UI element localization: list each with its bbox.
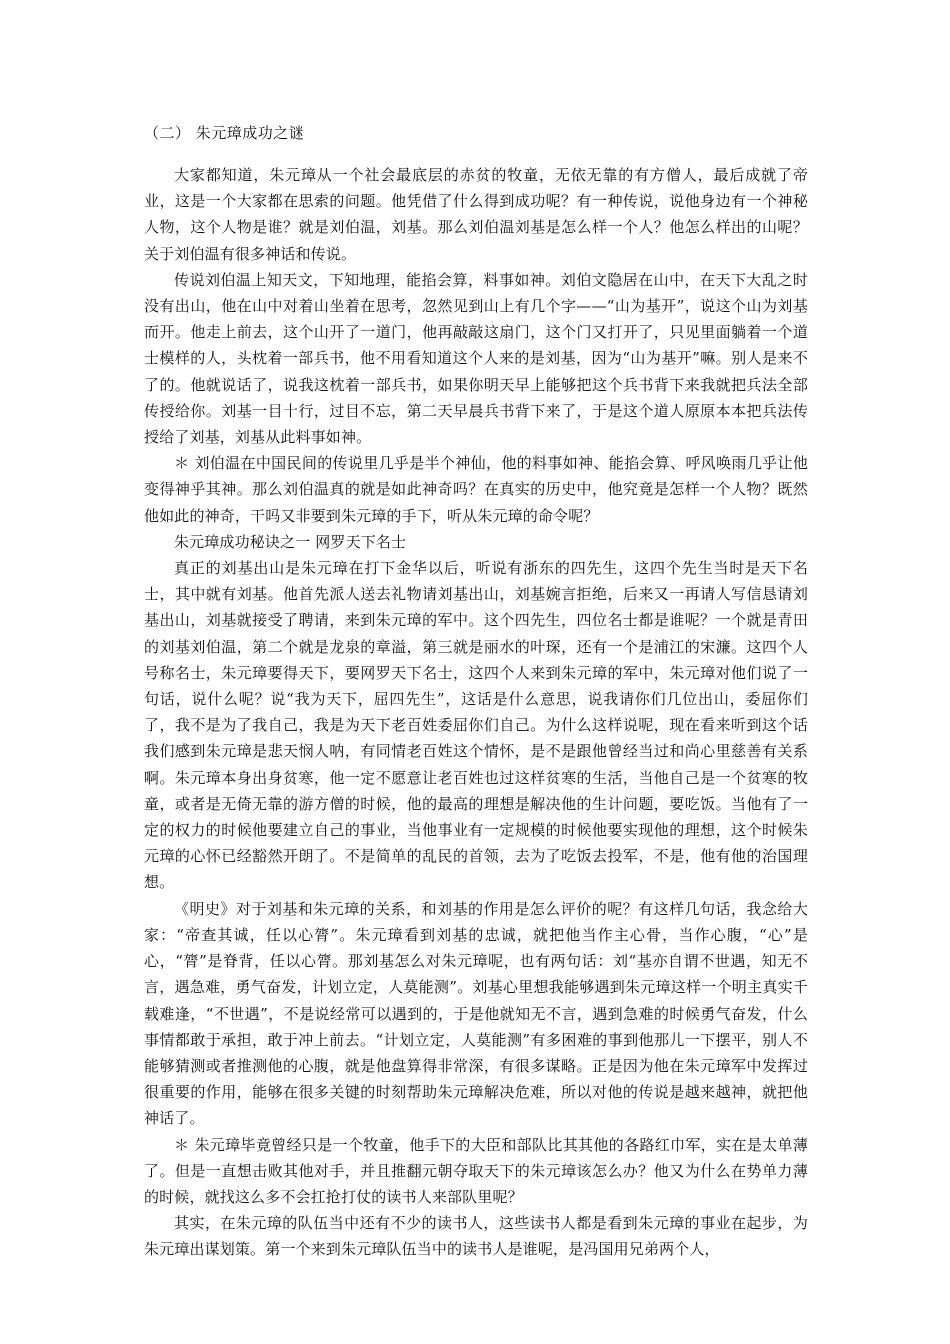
paragraph-weak-army: ＊ 朱元璋毕竟曾经只是一个牧童，他手下的大臣和部队比其其他的各路红巾军，实在是太单薄了。但是一直想击败其他对手，并且推翻元朝夺取天下的朱元璋该怎么办？他又为什么在势单力薄的时候，就找这么多不会扛抢打仗的读书人来部队里呢？ xyxy=(144,1135,808,1206)
paragraph-four-scholars: 真正的刘基出山是朱元璋在打下金华以后，听说有浙东的四先生，这四个先生当时是天下名士，其中就有刘基。他首先派人送去礼物请刘基出山，刘基婉言拒绝，后来又一再请人写信恳请刘基出山，刘基就接受了聘请，来到朱元璋的军中。这个四先生，四位名士都是谁呢？一个就是青田的刘基刘伯温，第二个就是龙泉的章溢，第三就是丽水的叶琛，还有一个是浦江的宋濂。这四个人号称名士，朱元璋要得天下，要网罗天下名士，这四个人来到朱元璋的军中，朱元璋对他们说了一句话，说什么呢？说“我为天下，屈四先生”，这话是什么意思，说我请你们几位出山，委屈你们了，我不是为了我自己，我是为天下老百姓委屈你们自己。为什么这样说呢，现在看来听到这个话我们感到朱元璋是悲天悯人呐，有同情老百姓这个情怀，是不是跟他曾经当过和尚心里慈善有关系啊。朱元璋本身出身贫寒，他一定不愿意让老百姓也过这样贫寒的生活，当他自己是一个贫寒的牧童，或者是无倚无靠的游方僧的时候，他的最高的理想是解决他的生计问题，要吃饭。当他有了一定的权力的时候他要建立自己的事业，当他事业有一定规模的时候他要实现他的理想，这个时候朱元璋的心怀已经豁然开朗了。不是简单的乱民的首领，去为了吃饭去投军，不是，他有他的治国理想。 xyxy=(144,559,808,892)
section-heading: （二） 朱元璋成功之谜 xyxy=(144,124,305,142)
document-body xyxy=(144,120,808,1263)
subheading-secret-one: 朱元璋成功秘诀之一 网罗天下名士 xyxy=(174,532,407,551)
paragraph-question: ＊ 刘伯温在中国民间的传说里几乎是半个神仙，他的料事如神、能掐会算、呼风唤雨几乎让他变得神乎其神。那么刘伯温真的就是如此神奇吗？在真实的历史中，他究竟是怎样一个人物？既然他如此的神奇，干吗又非要到朱元璋的手下，听从朱元璋的命令呢？ xyxy=(144,454,808,525)
paragraph-ming-history: 《明史》对于刘基和朱元璋的关系，和刘基的作用是怎么评价的呢？有这样几句话，我念给大家：“帝查其诚，任以心膂”。朱元璋看到刘基的忠诚，就把他当作主心骨，当作心腹，“心”是心，“膂”是脊背，任以心膂。那刘基怎么对朱元璋呢，也有两句话：刘“基亦自谓不世遇，知无不言，遇急难，勇气奋发，计划立定，人莫能测”。刘基心里想我能够遇到朱元璋这样一个明主真实千载难逢，“不世遇”，不是说经常可以遇到的，于是他就知无不言，遇到急难的时候勇气奋发，什么事情都敢于承担，敢于冲上前去。“计划立定，人莫能测”有多困难的事到他那儿一下摆平，别人不能够猜测或者推测他的心腹，就是他盘算得非常深，有很多谋略。正是因为他在朱元璋军中发挥过很重要的作用，能够在很多关键的时刻帮助朱元璋解决危难，所以对他的传说是越来越神，就把他神话了。 xyxy=(144,899,808,1128)
paragraph-scholars-in-army: 其实，在朱元璋的队伍当中还有不少的读书人，这些读书人都是看到朱元璋的事业在起步，为朱元璋出谋划策。第一个来到朱元璋队伍当中的读书人是谁呢，是冯国用兄弟两个人， xyxy=(144,1214,808,1259)
paragraph-intro: 大家都知道，朱元璋从一个社会最底层的赤贫的牧童，无依无靠的有方僧人，最后成就了帝业，这是一个大家都在思索的问题。他凭借了什么得到成功呢？有一种传说，说他身边有一个神秘人物，这个人物是谁？就是刘伯温，刘基。那么刘伯温刘基是怎么样一个人？他怎么样出的山呢？关于刘伯温有很多神话和传说。 xyxy=(144,166,808,263)
paragraph-legend: 传说刘伯温上知天文，下知地理，能掐会算，料事如神。刘伯文隐居在山中，在天下大乱之时没有出山，他在山中对着山坐着在思考，忽然见到山上有几个字——“山为基开”，说这个山为刘基而开。他走上前去，这个山开了一道门，他再敲敲这扇门，这个门又打开了，只见里面躺着一个道士模样的人，头枕着一部兵书，他不用看知道这个人来的是刘基，因为“山为基开”嘛。别人是来不了的。他就说话了，说我这枕着一部兵书，如果你明天早上能够把这个兵书背下来我就把兵法全部传授给你。刘基一目十行，过目不忘，第二天早晨兵书背下来了，于是这个道人原原本本把兵法传授给了刘基，刘基从此料事如神。 xyxy=(144,270,808,447)
